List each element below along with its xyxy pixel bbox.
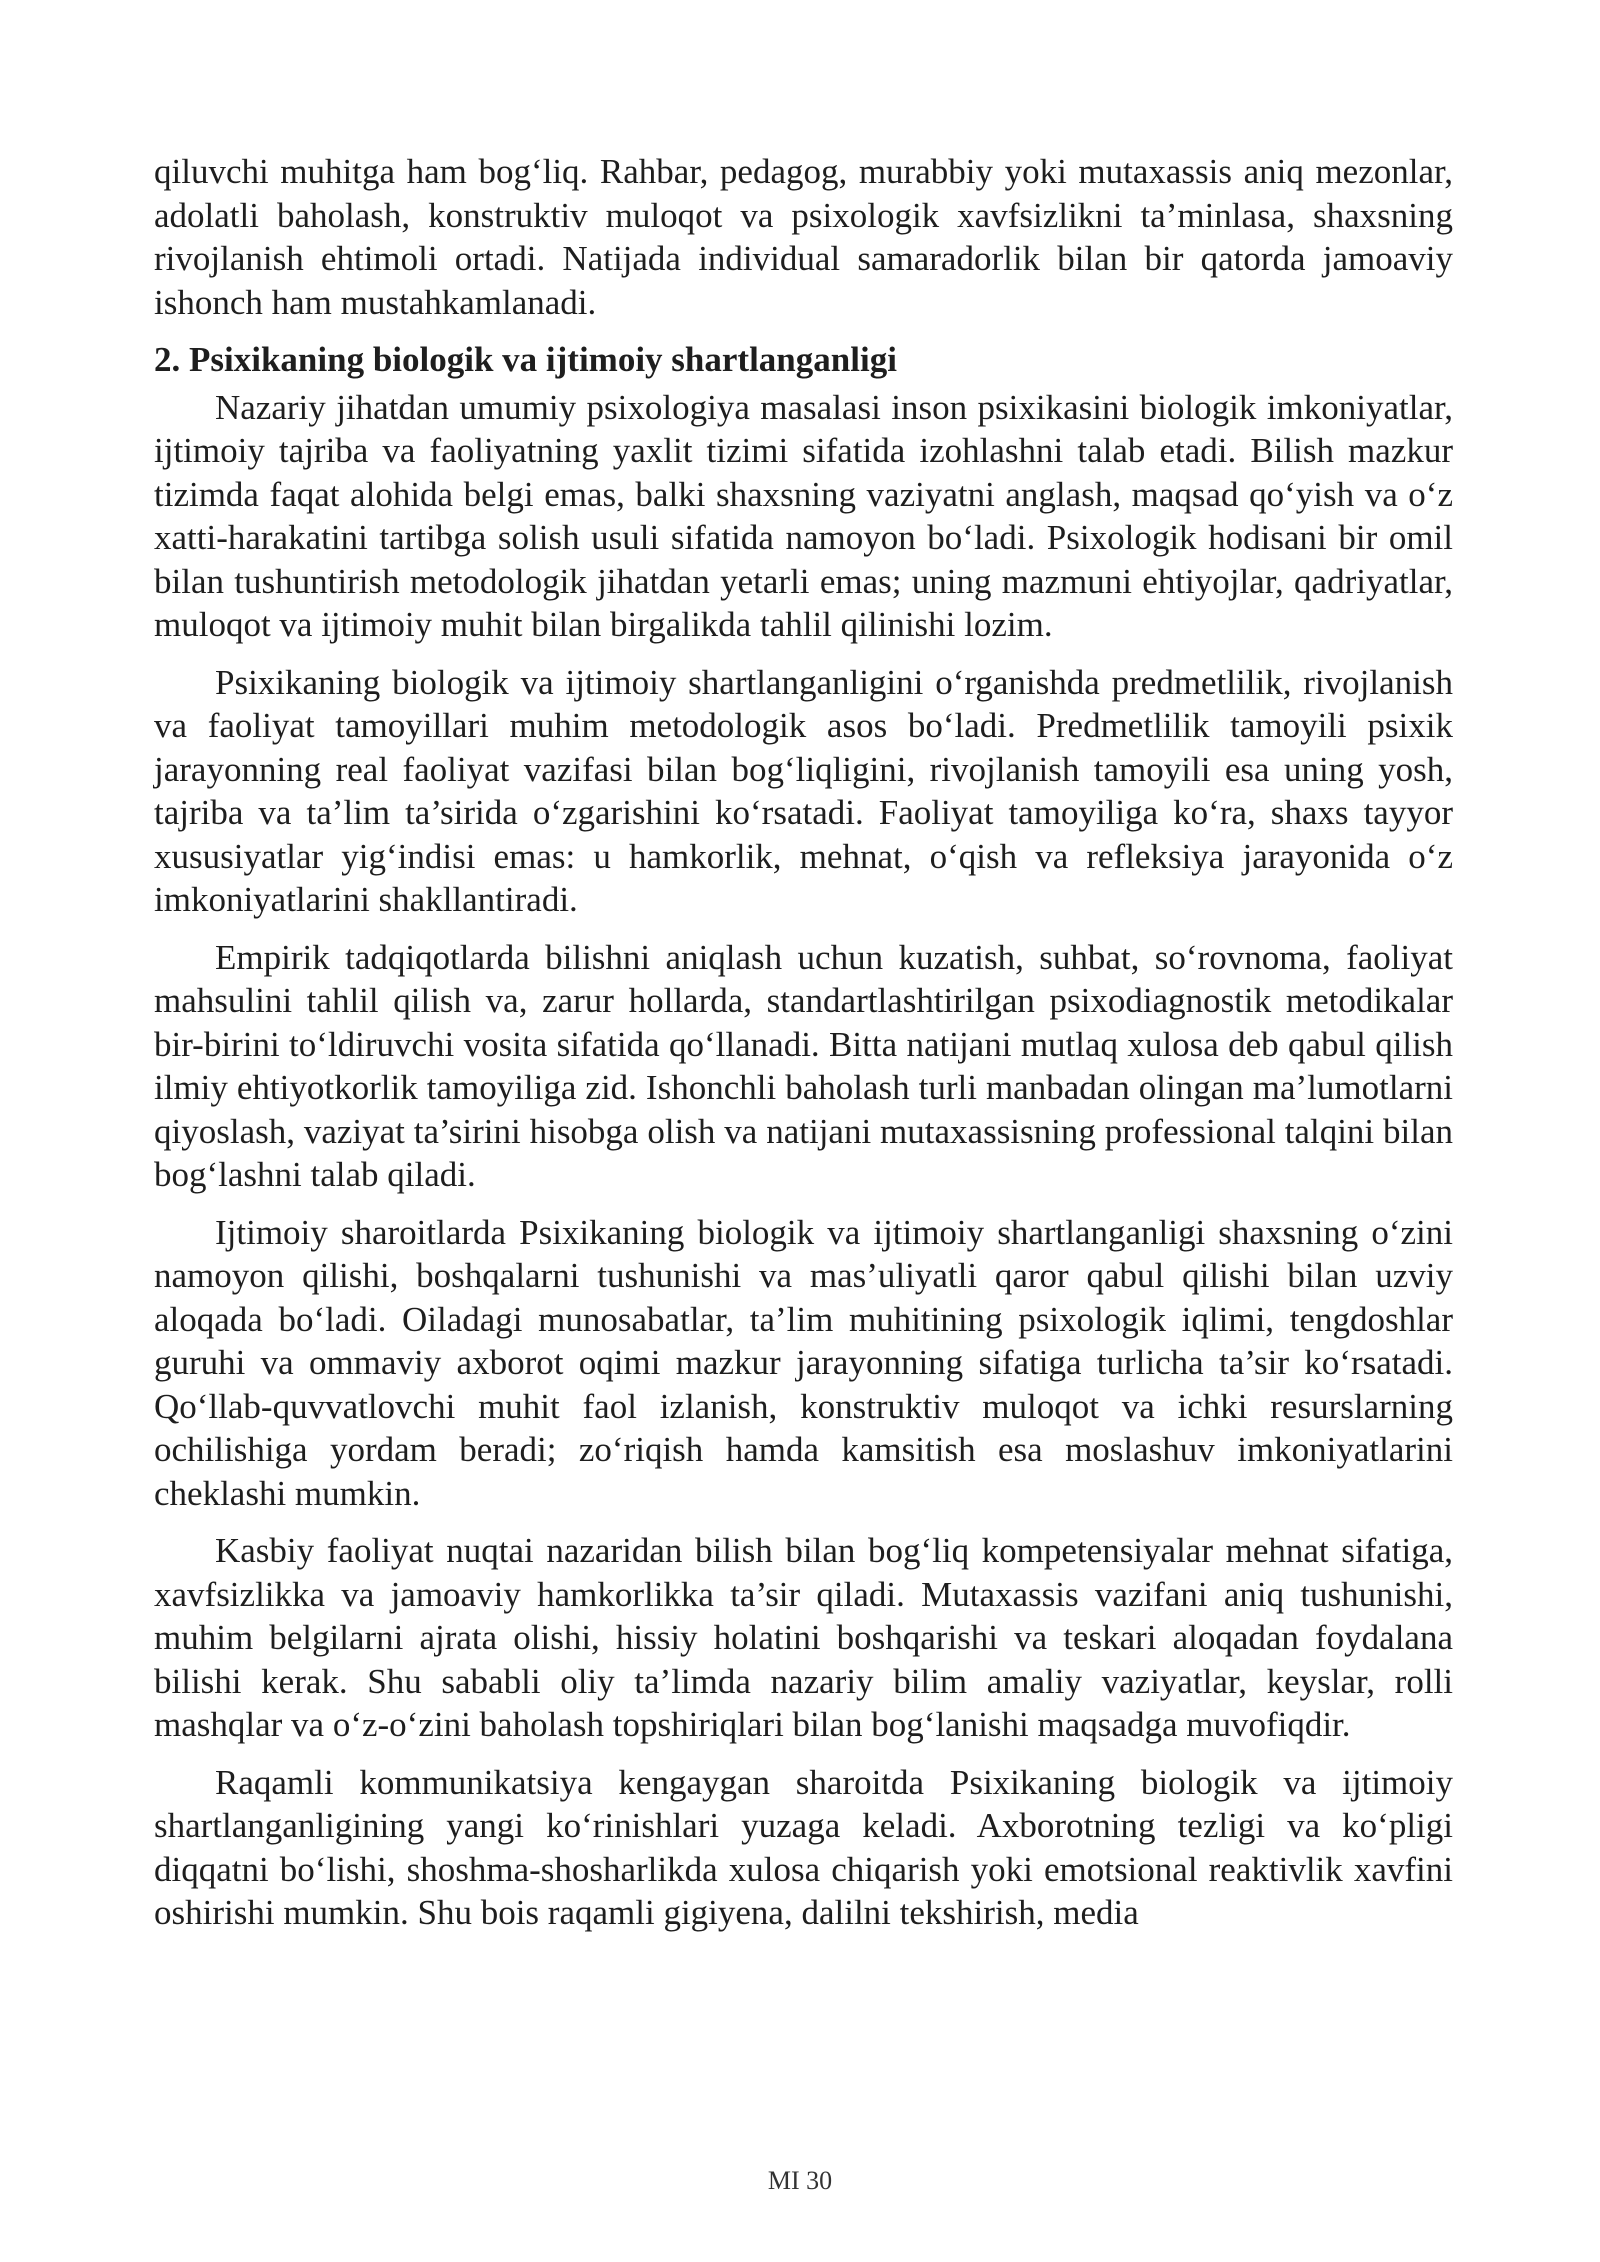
body-paragraph: Kasbiy faoliyat nuqtai nazaridan bilish bilan bog‘liq kompetensiyalar mehnat sifatiga, xavfsizlikka va jamoaviy hamkorlikka ta’sir qiladi. Mutaxassis vazifani aniq tushunishi, muhim belgilarni ajrata olishi, hissiy holatini boshqarishi va teskari aloqadan foydalana bilishi kerak. Shu sababli oliy ta’limda nazariy bilim amaliy vaziyatlar, keyslar, rolli mashqlar va o‘z-o‘zini baholash topshiriqlari bilan bog‘lanishi maqsadga muvofiqdir. [154, 1531, 1453, 1744]
page-body [154, 150, 1453, 1949]
body-paragraph: Raqamli kommunikatsiya kengaygan sharoitda Psixikaning biologik va ijtimoiy shartlanganligining yangi ko‘rinishlari yuzaga keladi. Axborotning tezligi va ko‘pligi diqqatni bo‘lishi, shoshma-shosharlikda xulosa chiqarish yoki emotsional reaktivlik xavfini oshirishi mumkin. Shu bois raqamli gigiyena, dalilni tekshirish, media [154, 1762, 1453, 1932]
body-paragraph: qiluvchi muhitga ham bog‘liq. Rahbar, pedagog, murabbiy yoki mutaxassis aniq mezonlar, adolatli baholash, konstruktiv muloqot va psixologik xavfsizlikni ta’minlasa, shaxsning rivojlanish ehtimoli ortadi. Natijada individual samaradorlik bilan bir qatorda jamoaviy ishonch ham mustahkamlanadi. [154, 152, 1453, 322]
body-paragraph: Psixikaning biologik va ijtimoiy shartlanganligini o‘rganishda predmetlilik, rivojlanish va faoliyat tamoyillari muhim metodologik asos bo‘ladi. Predmetlilik tamoyili psixik jarayonning real faoliyat vazifasi bilan bog‘liqligini, rivojlanish tamoyili esa uning yosh, tajriba va ta’lim ta’sirida o‘zgarishini ko‘rsatadi. Faoliyat tamoyiliga ko‘ra, shaxs tayyor xususiyatlar yig‘indisi emas: u hamkorlik, mehnat, o‘qish va refleksiya jarayonida o‘z imkoniyatlarini shakllantiradi. [154, 662, 1453, 919]
page-number-footer: MI 30 [767, 2166, 833, 2195]
body-paragraph: Empirik tadqiqotlarda bilishni aniqlash uchun kuzatish, suhbat, so‘rovnoma, faoliyat mahsulini tahlil qilish va, zarur hollarda, standartlashtirilgan psixodiagnostik metodikalar bir-birini to‘ldiruvchi vosita sifatida qo‘llanadi. Bitta natijani mutlaq xulosa deb qabul qilish ilmiy ehtiyotkorlik tamoyiliga zid. Ishonchli baholash turli manbadan olingan ma’lumotlarni qiyoslash, vaziyat ta’sirini hisobga olish va natijani mutaxassisning professional talqini bilan bog‘lashni talab qiladi. [154, 937, 1453, 1194]
body-paragraph: Ijtimoiy sharoitlarda Psixikaning biologik va ijtimoiy shartlanganligi shaxsning o‘zini namoyon qilishi, boshqalarni tushunishi va mas’uliyatli qaror qabul qilishi bilan uzviy aloqada bo‘ladi. Oiladagi munosabatlar, ta’lim muhitining psixologik iqlimi, tengdoshlar guruhi va ommaviy axborot oqimi mazkur jarayonning sifatiga turlicha ta’sir ko‘rsatadi. Qo‘llab-quvvatlovchi muhit faol izlanish, konstruktiv muloqot va ichki resurslarning ochilishiga yordam beradi; zo‘riqish hamda kamsitish esa moslashuv imkoniyatlarini cheklashi mumkin. [154, 1212, 1453, 1513]
section-heading: 2. Psixikaning biologik va ijtimoiy shartlanganligi [154, 340, 897, 379]
body-paragraph: Nazariy jihatdan umumiy psixologiya masalasi inson psixikasini biologik imkoniyatlar, ijtimoiy tajriba va faoliyatning yaxlit tizimi sifatida izohlashni talab etadi. Bilish mazkur tizimda faqat alohida belgi emas, balki shaxsning vaziyatni anglash, maqsad qo‘yish va o‘z xatti-harakatini tartibga solish usuli sifatida namoyon bo‘ladi. Psixologik hodisani bir omil bilan tushuntirish metodologik jihatdan yetarli emas; uning mazmuni ehtiyojlar, qadriyatlar, muloqot va ijtimoiy muhit bilan birgalikda tahlil qilinishi lozim. [154, 387, 1453, 644]
